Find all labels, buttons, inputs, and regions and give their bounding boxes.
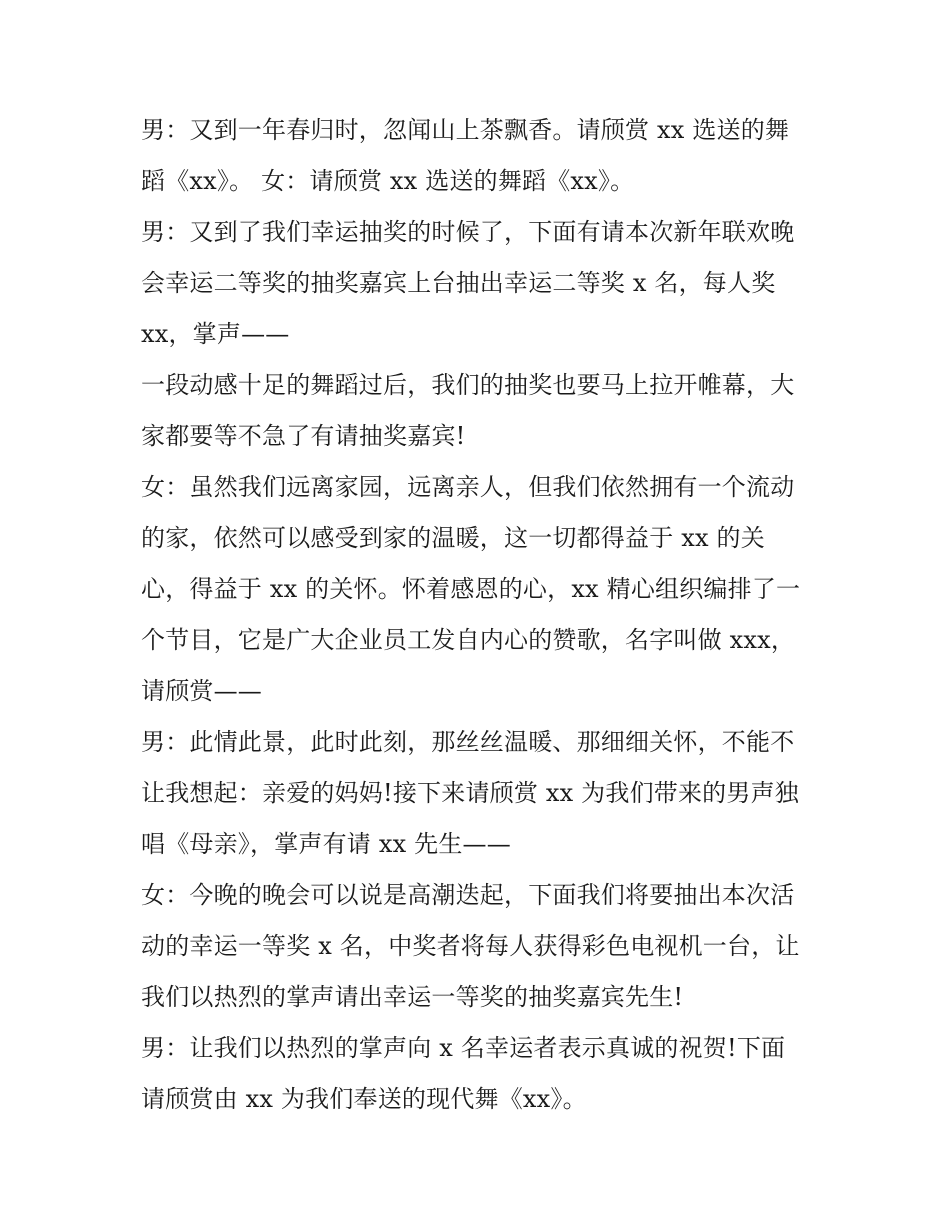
text-line: 男：又到一年春归时，忽闻山上茶飘香。请颀赏 xx 选送的舞 xyxy=(141,116,790,144)
text-line: 让我想起：亲爱的妈妈!接下来请颀赏 xx 为我们带来的男声独 xyxy=(141,779,799,807)
text-line: 男：让我们以热烈的掌声向 x 名幸运者表示真诚的祝贺!下面 xyxy=(141,1034,786,1062)
document-body xyxy=(141,105,821,1125)
text-line: 我们以热烈的掌声请出幸运一等奖的抽奖嘉宾先生! xyxy=(141,983,684,1011)
text-line: 会幸运二等奖的抽奖嘉宾上台抽出幸运二等奖 x 名，每人奖 xyxy=(141,269,776,297)
text-line: 心，得益于 xx 的关怀。怀着感恩的心，xx 精心组织编排了一 xyxy=(141,575,801,603)
text-line: xx，掌声—— xyxy=(141,320,290,348)
text-line: 家都要等不急了有请抽奖嘉宾! xyxy=(141,422,466,450)
text-line: 女：虽然我们远离家园，远离亲人，但我们依然拥有一个流动 xyxy=(141,473,795,501)
text-line: 一段动感十足的舞蹈过后，我们的抽奖也要马上拉开帷幕，大 xyxy=(141,371,795,399)
text-line: 唱《母亲》，掌声有请 xx 先生—— xyxy=(141,830,511,858)
text-line: 的家，依然可以感受到家的温暖，这一切都得益于 xx 的关 xyxy=(141,524,765,552)
text-line: 请颀赏—— xyxy=(141,677,262,705)
text-line: 动的幸运一等奖 x 名，中奖者将每人获得彩色电视机一台，让 xyxy=(141,932,800,960)
text-line: 女：今晚的晚会可以说是高潮迭起，下面我们将要抽出本次活 xyxy=(141,881,795,909)
text-line: 个节目，它是广大企业员工发自内心的赞歌，名字叫做 xxx， xyxy=(141,626,796,654)
text-line: 蹈《xx》。 女：请颀赏 xx 选送的舞蹈《xx》。 xyxy=(141,167,635,195)
text-line: 请颀赏由 xx 为我们奉送的现代舞《xx》。 xyxy=(141,1085,587,1113)
text-line: 男：此情此景，此时此刻，那丝丝温暖、那细细关怀，不能不 xyxy=(141,728,795,756)
text-line: 男：又到了我们幸运抽奖的时候了，下面有请本次新年联欢晚 xyxy=(141,218,795,246)
